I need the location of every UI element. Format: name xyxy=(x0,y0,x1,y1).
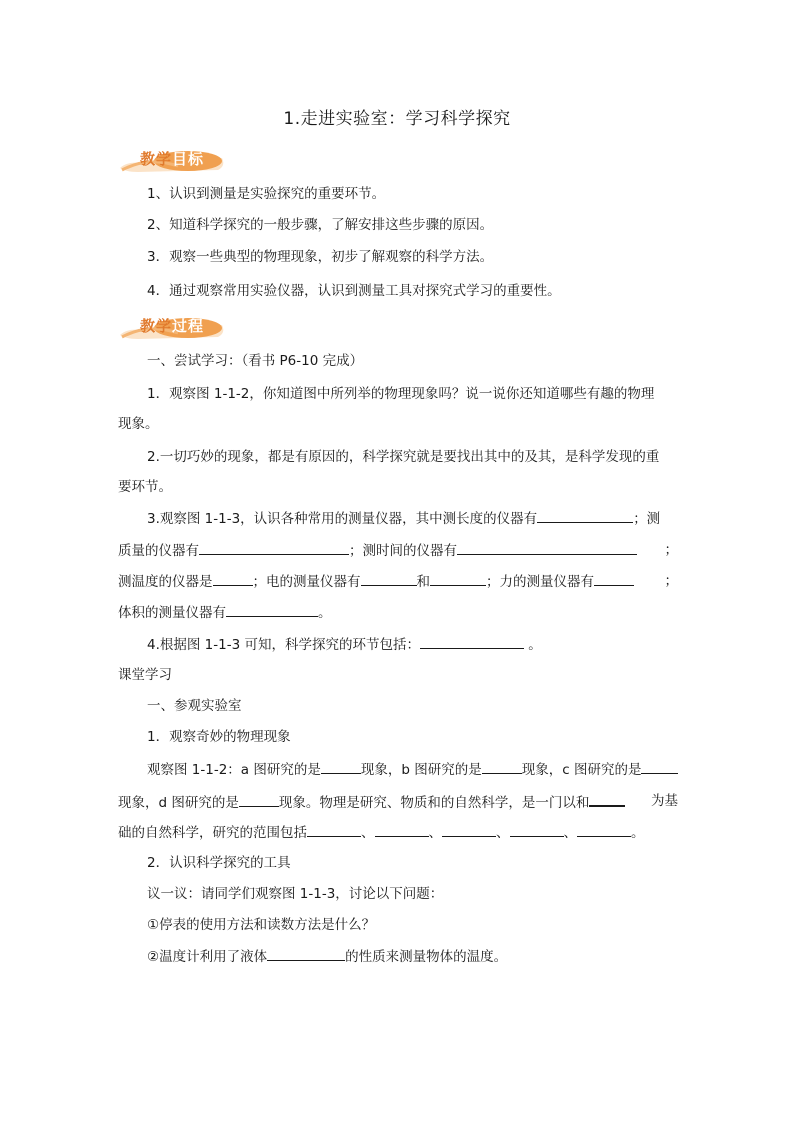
fill-blank[interactable] xyxy=(321,759,361,774)
fill-blank[interactable] xyxy=(641,759,678,774)
observation-line-2: 现象，d 图研究的是 现象。物理是研究、物质和的自然科学，是一门以和 为基 xyxy=(118,793,678,811)
fill-blank[interactable] xyxy=(420,634,524,649)
banner-text-part1: 教学 xyxy=(140,150,173,168)
fill-blank[interactable] xyxy=(510,822,564,837)
goal-item: 2、知道科学探究的一般步骤，了解安排这些步骤的原因。 xyxy=(147,217,494,233)
discussion-item-2: ②温度计利用了液体 的性质来测量物体的温度。 xyxy=(147,946,678,967)
fill-blank[interactable] xyxy=(577,822,631,837)
fill-blank[interactable] xyxy=(594,571,634,586)
question-2-line-1: 2.一切巧妙的现象，都是有原因的，科学探究就是要找出其中的及其，是科学发现的重 xyxy=(147,449,660,465)
banner-text-part1: 教学 xyxy=(140,317,173,335)
fill-blank[interactable] xyxy=(375,822,429,837)
fill-blank[interactable] xyxy=(213,571,253,586)
fill-blank[interactable] xyxy=(226,602,318,617)
question-3-line-2: 质量的仪器有 ；测时间的仪器有 ； xyxy=(118,542,678,559)
banner-text-part2: 过程 xyxy=(172,317,205,335)
fill-blank[interactable] xyxy=(361,571,417,586)
classroom-subheading-2: 2．认识科学探究的工具 xyxy=(147,855,291,871)
question-3-line-4: 体积的测量仪器有 。 xyxy=(118,602,678,623)
question-1-line-1: 1．观察图 1-1-2，你知道图中所列举的物理现象吗？说一说你还知道哪些有趣的物理 xyxy=(147,386,655,402)
fill-blank[interactable] xyxy=(457,540,637,555)
discussion-item-1: ①停表的使用方法和读数方法是什么？ xyxy=(147,917,376,933)
classroom-heading: 课堂学习 xyxy=(118,667,172,683)
fill-blank[interactable] xyxy=(239,792,279,807)
fill-blank[interactable] xyxy=(589,791,625,807)
classroom-subheading-1: 1．观察奇妙的物理现象 xyxy=(147,729,291,745)
goal-item: 1、认识到测量是实验探究的重要环节。 xyxy=(147,186,386,202)
fill-blank[interactable] xyxy=(442,822,496,837)
goal-item: 3．观察一些典型的物理现象，初步了解观察的科学方法。 xyxy=(147,249,494,265)
fill-blank[interactable] xyxy=(430,571,486,586)
banner-teaching-process xyxy=(118,313,228,343)
question-1-line-2: 现象。 xyxy=(118,416,159,432)
fill-blank[interactable] xyxy=(199,540,349,555)
question-3-line-1: 3.观察图 1-1-3，认识各种常用的测量仪器，其中测长度的仪器有 ；测 xyxy=(147,508,678,529)
section-heading: 一、尝试学习：（看书 P6-10 完成） xyxy=(147,353,364,369)
discussion-prompt: 议一议：请同学们观察图 1-1-3，讨论以下问题： xyxy=(147,886,444,902)
observation-line-1: 观察图 1-1-2：a 图研究的是 现象，b 图研究的是 现象，c 图研究的是 xyxy=(147,759,678,780)
question-2-line-2: 要环节。 xyxy=(118,479,172,495)
question-3-line-3: 测温度的仪器是 ；电的测量仪器有 和 ；力的测量仪器有 ； xyxy=(118,573,678,590)
goal-item: 4．通过观察常用实验仪器，认识到测量工具对探究式学习的重要性。 xyxy=(147,283,561,299)
fill-blank[interactable] xyxy=(307,822,361,837)
fill-blank[interactable] xyxy=(482,759,522,774)
page-title: 1.走进实验室：学习科学探究 xyxy=(283,109,511,129)
fill-blank[interactable] xyxy=(267,946,345,961)
banner-text-part2: 目标 xyxy=(172,150,205,168)
fill-blank[interactable] xyxy=(537,508,633,523)
observation-line-3: 础的自然科学，研究的范围包括 、 、 、 、 。 xyxy=(118,822,678,843)
question-4: 4.根据图 1-1-3 可知，科学探究的环节包括： 。 xyxy=(147,634,678,655)
classroom-section-heading: 一、参观实验室 xyxy=(147,698,242,714)
banner-teaching-goals xyxy=(118,146,228,176)
